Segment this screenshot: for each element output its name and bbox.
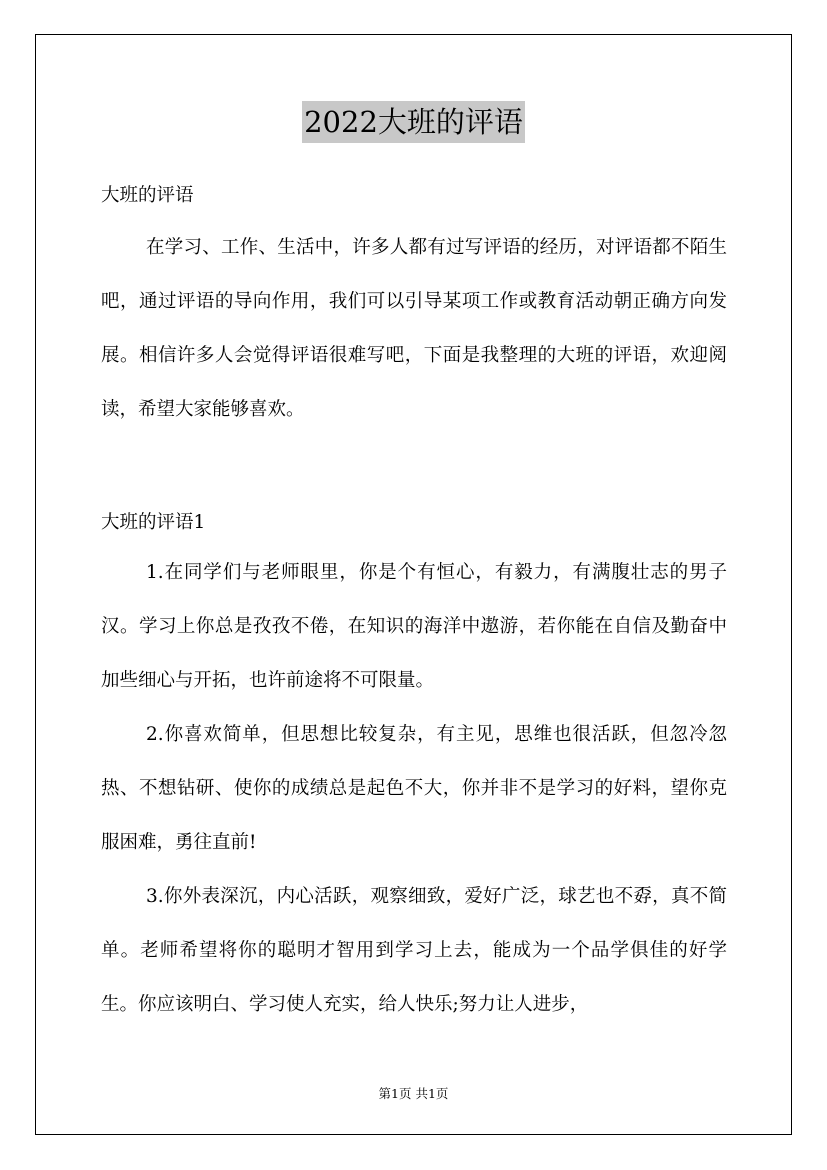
comment-paragraph-3: 3.你外表深沉，内心活跃，观察细致，爱好广泛，球艺也不孬，真不简单。老师希望将你的聪明才智用到学习上去，能成为一个品学俱佳的好学生。你应该明白、学习使人充实，给人快乐;努力让人进步， — [101, 886, 727, 1015]
intro-paragraph: 在学习、工作、生活中，许多人都有过写评语的经历，对评语都不陌生吧，通过评语的导向作用，我们可以引导某项工作或教育活动朝正确方向发展。相信许多人会觉得评语很难写吧，下面是我整理的大班的评语，欢迎阅读，希望大家能够喜欢。 — [101, 237, 727, 420]
document-title: 2022大班的评语 — [302, 101, 525, 143]
section-heading-1: 大班的评语1 — [101, 512, 206, 533]
comment-paragraph-2: 2.你喜欢简单，但思想比较复杂，有主见，思维也很活跃，但忽冷忽热、不想钻研、使你的成绩总是起色不大，你并非不是学习的好料，望你克服困难，勇往直前! — [101, 724, 727, 853]
section-heading: 大班的评语 — [101, 185, 194, 206]
comment-paragraph-1: 1.在同学们与老师眼里，你是个有恒心，有毅力，有满腹壮志的男子汉。学习上你总是孜孜不倦，在知识的海洋中遨游，若你能在自信及勤奋中加些细心与开拓，也许前途将不可限量。 — [101, 562, 727, 691]
title-container — [0, 101, 827, 143]
page-footer: 第1页 共1页 — [378, 1086, 449, 1101]
